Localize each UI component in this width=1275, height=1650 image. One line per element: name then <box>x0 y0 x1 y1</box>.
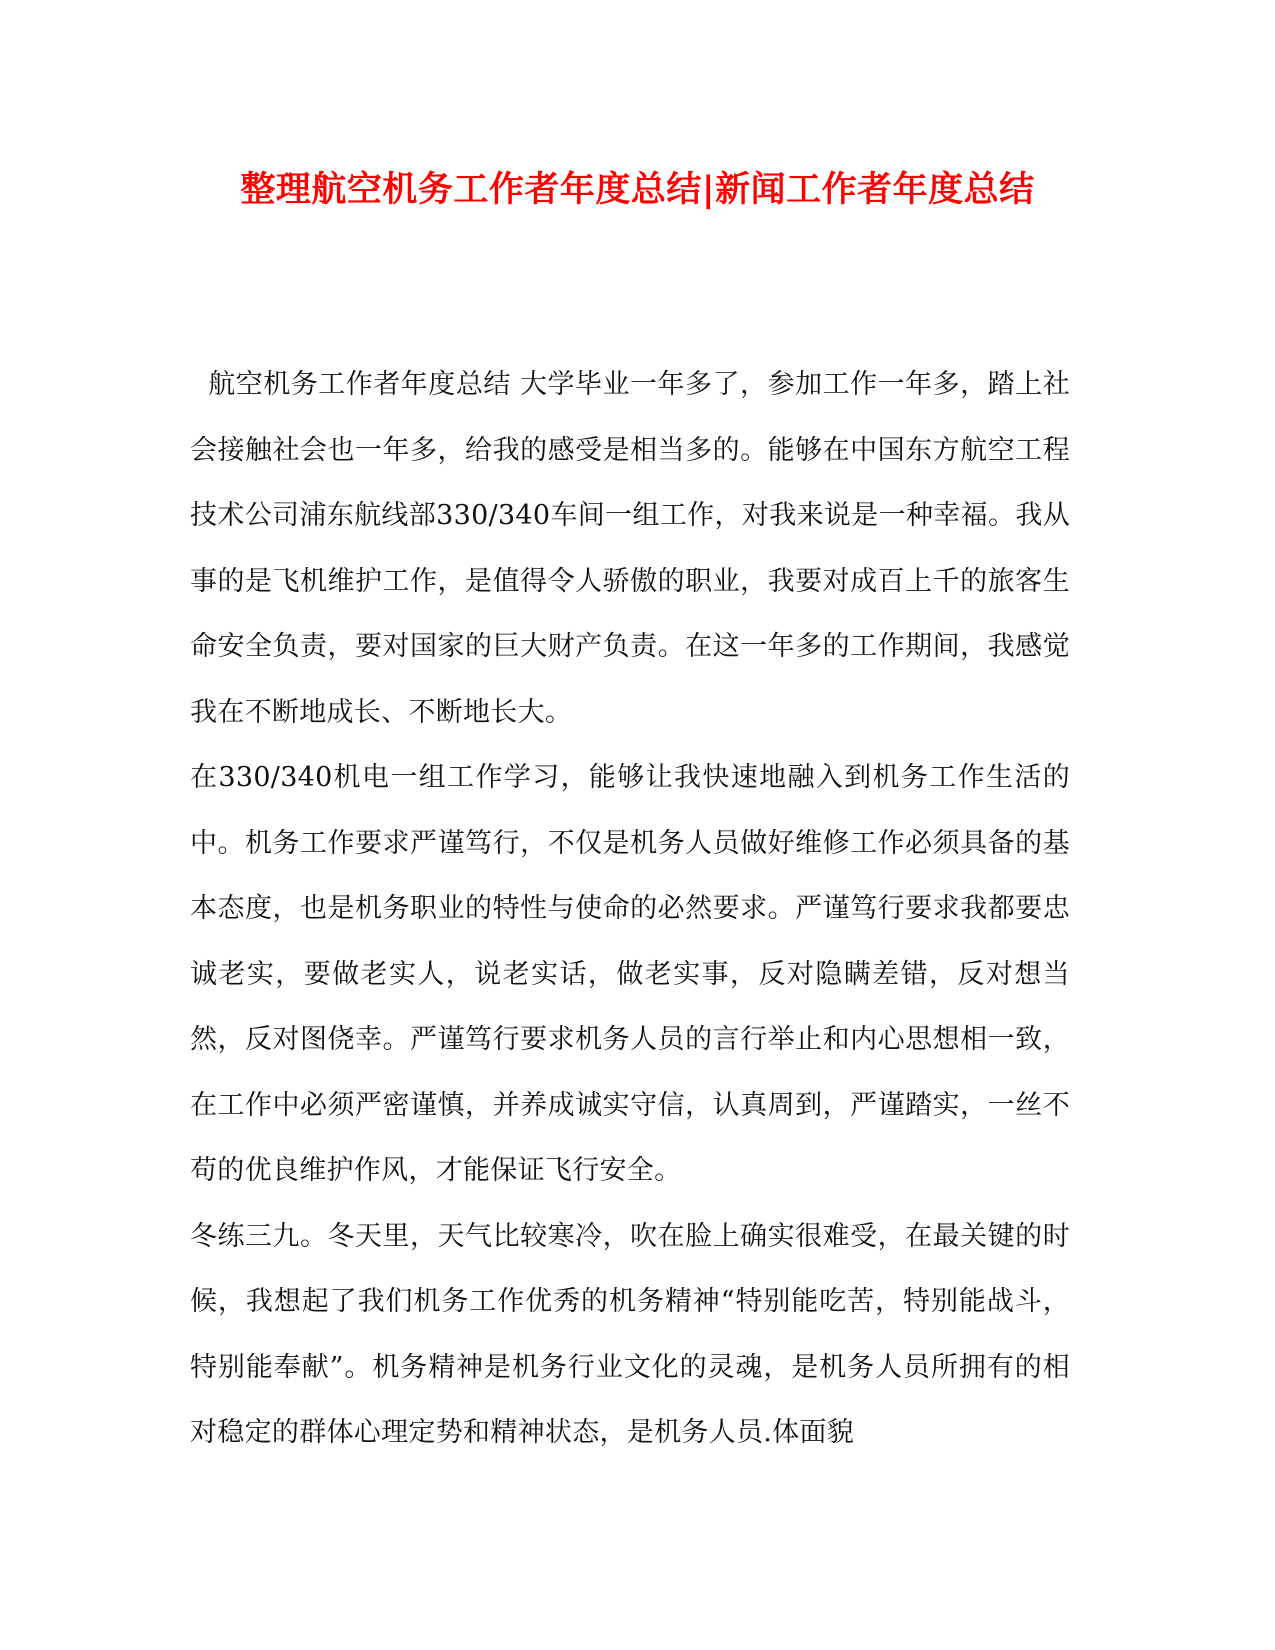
document-body <box>190 352 1070 1466</box>
paragraph-3: 冬练三九。冬天里，天气比较寒冷，吹在脸上确实很难受，在最关键的时候，我想起了我们机务工作优秀的机务精神“特别能吃苦，特别能战斗，特别能奉献”。机务精神是机务行业文化的灵魂，是机务人员所拥有的相对稳定的群体心理定势和精神状态，是机务人员.体面貌 <box>190 1220 1070 1448</box>
paragraph-1: 航空机务工作者年度总结 大学毕业一年多了，参加工作一年多，踏上社会接触社会也一年多，给我的感受是相当多的。能够在中国东方航空工程技术公司浦东航线部330/340车间一组工作，对我来说是一种幸福。我从事的是飞机维护工作，是值得令人骄傲的职业，我要对成百上千的旅客生命安全负责，要对国家的巨大财产负责。在这一年多的工作期间，我感觉我在不断地成长、不断地长大。 <box>190 369 1071 728</box>
paragraph-2: 在330/340机电一组工作学习，能够让我快速地融入到机务工作生活的中。机务工作要求严谨笃行，不仅是机务人员做好维修工作必须具备的基本态度，也是机务职业的特性与使命的必然要求。严谨笃行要求我都要忠诚老实，要做老实人，说老实话，做老实事，反对隐瞒差错，反对想当然，反对图侥幸。严谨笃行要求机务人员的言行举止和内心思想相一致，在工作中必须严密谨慎，并养成诚实守信，认真周到，严谨踏实，一丝不苟的优良维护作风，才能保证飞行安全。 <box>190 762 1070 1186</box>
document-title: 整理航空机务工作者年度总结|新闻工作者年度总结 <box>240 169 1035 210</box>
